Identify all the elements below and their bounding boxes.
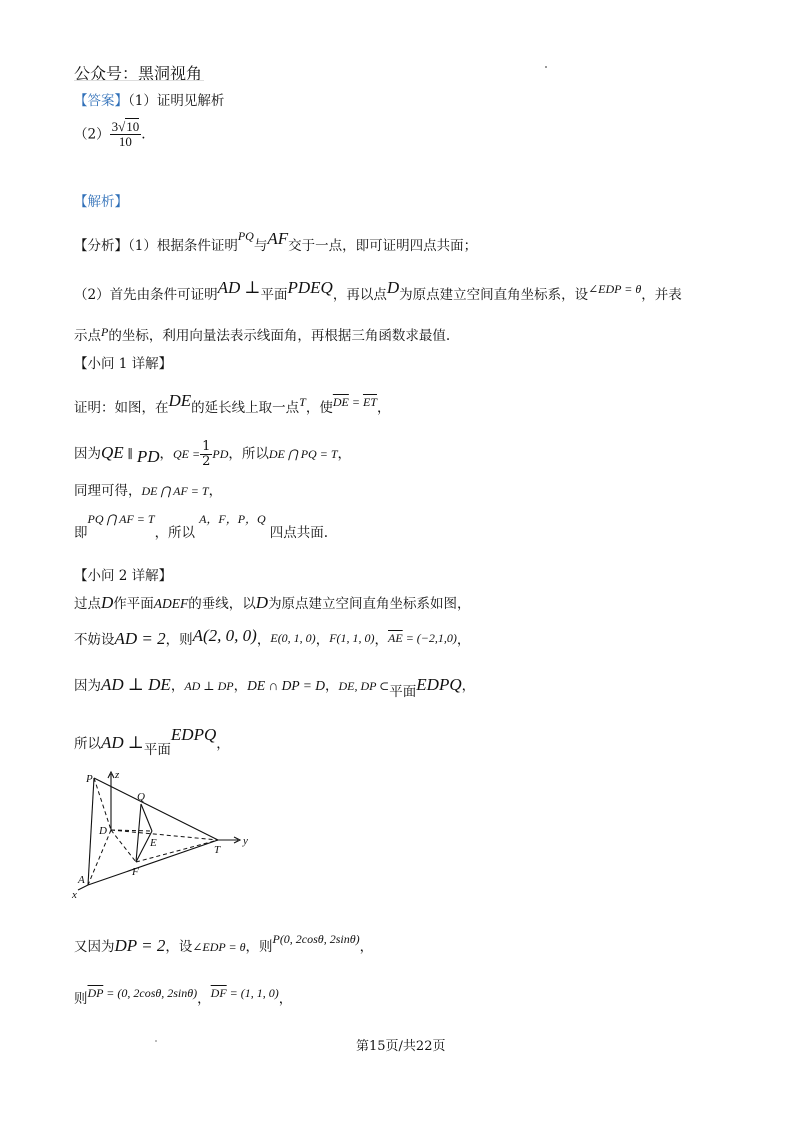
q2-text: ， — [374, 632, 389, 648]
q2-text: 过点 — [74, 596, 101, 612]
analysis-line-1 — [74, 227, 477, 255]
edge-de-dashed — [111, 830, 152, 831]
q2-text: ， — [324, 678, 339, 694]
q2-text: ， — [278, 991, 293, 1007]
q2-text: ，则 — [165, 632, 193, 648]
label-q: Q — [137, 791, 145, 803]
q2-line-1 — [74, 594, 471, 613]
edge-pt — [94, 778, 218, 840]
math-p: P — [101, 325, 109, 339]
coord-f: F(1, 1, 0) — [329, 631, 375, 645]
answer-num-radicand: 10 — [126, 119, 140, 134]
speck-mark — [545, 66, 547, 68]
analysis-text: （2）首先由条件可证明 — [74, 287, 218, 303]
edge-da-dashed — [88, 830, 111, 885]
coord-a: A(2, 0, 0) — [192, 626, 257, 645]
q1-line-2 — [74, 440, 351, 469]
math-de-cap-dp: DE ∩ DP = D — [247, 678, 325, 693]
coord-p: P(0, 2cosθ, 2sinθ) — [272, 932, 360, 946]
label-f: F — [132, 866, 139, 878]
math-af: AF — [267, 229, 289, 248]
q2-line-2 — [74, 627, 470, 649]
math-ad-perp: AD ⊥ — [101, 733, 144, 752]
q2-text: 的垂线，以 — [188, 596, 256, 612]
q2-line-4 — [74, 725, 230, 758]
q2-text: ， — [359, 939, 374, 955]
analysis-text: 平面 — [260, 287, 288, 303]
math-d: D — [101, 593, 114, 612]
math-ad-perp: AD ⊥ — [217, 278, 261, 297]
q2-tag: 【小问 2 详解】 — [74, 568, 173, 584]
fraction-half — [200, 440, 212, 469]
q2-text: 平面 — [143, 742, 171, 758]
vector-dp: $\overline{DP}$ — [87, 986, 104, 1000]
edge-pa — [88, 778, 94, 885]
q2-text: ，设 — [165, 939, 193, 955]
math-four-points: A，F，P，Q — [199, 512, 266, 526]
q1-text: ， — [376, 400, 391, 416]
q2-text: ， — [170, 678, 185, 694]
q2-text: 作平面 — [113, 596, 154, 612]
page-number: 第15页/共22页 — [356, 1039, 446, 1054]
vector-ae-value: = (−2,1,0) — [402, 631, 457, 645]
analysis-text: ，再以点 — [332, 287, 387, 303]
edge-qe — [141, 804, 152, 831]
answer-line-2 — [74, 120, 146, 149]
q1-text: 即 — [74, 525, 88, 541]
analysis-text: 交于一点，即可证明四点共面； — [288, 238, 478, 254]
math-angle-edp-theta: ∠EDP = θ — [192, 940, 246, 954]
math-pq: PQ — [237, 229, 254, 243]
q1-line-3 — [74, 482, 222, 500]
q1-text: ，所以 — [154, 525, 196, 541]
analysis-text: 【分析】（1）根据条件证明 — [74, 238, 238, 254]
math-pdeq: PDEQ — [287, 278, 333, 297]
analysis-tag: 【解析】 — [74, 194, 128, 210]
q2-text: ， — [456, 632, 471, 648]
math-qe-eq: QE = — [173, 447, 201, 461]
math-t: T — [299, 395, 306, 409]
math-qe: QE — [101, 443, 124, 462]
math-pq-cap-af: PQ ⋂ AF = T — [87, 512, 155, 526]
math-dp-eq-2: DP = 2 — [114, 936, 166, 955]
coord-e: E(0, 1, 0) — [270, 631, 316, 645]
vector-df: $\overline{DF}$ — [210, 986, 227, 1000]
math-ad-eq-2: AD = 2 — [114, 629, 166, 648]
q2-line-6 — [74, 984, 293, 1007]
math-de-cap-af: DE ⋂ AF = T — [141, 484, 209, 498]
half-den: 2 — [202, 454, 211, 469]
half-num: 1 — [202, 439, 211, 454]
analysis-text: ，并表 — [641, 287, 682, 303]
q2-text: 平面 — [389, 684, 417, 700]
q1-text: ， — [208, 483, 223, 499]
math-edpq-2: EDPQ — [170, 725, 217, 744]
math-d: D — [386, 278, 400, 297]
math-pd-2: PD — [212, 447, 229, 461]
math-de: DE — [168, 391, 192, 410]
math-pd: PD — [136, 447, 160, 466]
label-y: y — [243, 835, 248, 847]
vector-df-value: = (1, 1, 0) — [226, 986, 279, 1000]
analysis-text: 的坐标，利用向量法表示线面角，再根据三角函数求最值. — [108, 328, 451, 344]
math-equals: = — [348, 395, 363, 409]
analysis-text: 示点 — [74, 328, 101, 344]
header-divider — [74, 80, 204, 81]
q1-text: ， — [337, 446, 351, 462]
analysis-line-3 — [74, 323, 450, 345]
label-e: E — [150, 837, 157, 849]
math-ad-perp-dp: AD ⊥ DP — [184, 679, 234, 693]
label-x: x — [72, 889, 77, 901]
math-angle-edp: ∠EDP = θ — [588, 282, 642, 296]
answer-denominator: 10 — [118, 134, 132, 149]
q2-text: ，则 — [245, 939, 273, 955]
answer-part1: （1）证明见解析 — [128, 93, 225, 109]
q2-line-3 — [74, 675, 476, 700]
math-ad-perp-de: AD ⊥ DE — [101, 675, 171, 694]
speck-mark — [155, 1040, 157, 1042]
answer-part2-prefix: （2） — [74, 126, 110, 143]
q1-line-4 — [74, 510, 329, 541]
math-edpq: EDPQ — [416, 675, 462, 694]
q1-tag: 【小问 1 详解】 — [74, 356, 173, 372]
label-d: D — [99, 825, 107, 837]
q1-text: 四点共面. — [269, 525, 329, 541]
q1-text: 的延长线上取一点 — [191, 400, 300, 416]
q1-text: 同理可得， — [74, 483, 142, 499]
q2-text: 因为 — [74, 678, 101, 694]
q2-text: ， — [315, 632, 330, 648]
label-a: A — [78, 874, 85, 886]
q2-text: ， — [256, 632, 271, 648]
q2-text: 又因为 — [74, 939, 115, 955]
vector-de: $\overline{DE}$ — [332, 395, 349, 409]
q2-text: 则 — [74, 991, 88, 1007]
edge-df-dashed — [111, 830, 136, 862]
vector-ae: $\overline{AE}$ — [388, 631, 403, 645]
q2-text: ， — [233, 678, 248, 694]
vector-dp-value: = (0, 2cosθ, 2sinθ) — [103, 986, 198, 1000]
q2-text: ， — [216, 736, 230, 752]
answer-num-coef: 3 — [111, 119, 119, 134]
q1-text: 证明：如图，在 — [74, 400, 169, 416]
geometry-figure — [66, 764, 256, 904]
q1-text: ， — [159, 446, 174, 462]
answer-tag: 【答案】 — [74, 93, 128, 109]
q2-text: ， — [197, 991, 211, 1007]
math-de-dp-subset: DE, DP ⊂ — [338, 679, 390, 693]
analysis-line-2 — [74, 279, 682, 304]
math-de-cap-pq: DE ⋂ PQ = T — [268, 447, 338, 461]
q2-text: 不妨设 — [74, 632, 115, 648]
answer-fraction: $\frac{3√10}{10}$ — [111, 119, 140, 149]
vector-et: $\overline{ET}$ — [362, 395, 377, 409]
q1-text: ，使 — [305, 400, 333, 416]
source-watermark: 公众号：黑洞视角 — [74, 64, 203, 83]
answer-part2-suffix: . — [141, 126, 146, 143]
analysis-text: 与 — [253, 238, 268, 254]
q2-text: 为原点建立空间直角坐标系如图， — [268, 596, 471, 612]
q2-text: ， — [461, 678, 476, 694]
q2-text: 所以 — [74, 736, 101, 752]
q1-text: ，所以 — [228, 446, 269, 462]
q1-text: 因为 — [74, 446, 101, 462]
label-p: P — [86, 773, 93, 785]
edge-ft-dashed — [136, 840, 218, 862]
q2-line-5 — [74, 930, 373, 956]
math-parallel: ∥ — [123, 447, 137, 461]
analysis-text: 为原点建立空间直角坐标系，设 — [399, 287, 589, 303]
label-z: z — [115, 769, 120, 781]
q1-line-1 — [74, 392, 390, 417]
math-adef: ADEF — [153, 596, 189, 611]
math-d-2: D — [255, 593, 269, 612]
answer-line-1 — [74, 92, 224, 110]
label-t: T — [214, 844, 221, 856]
